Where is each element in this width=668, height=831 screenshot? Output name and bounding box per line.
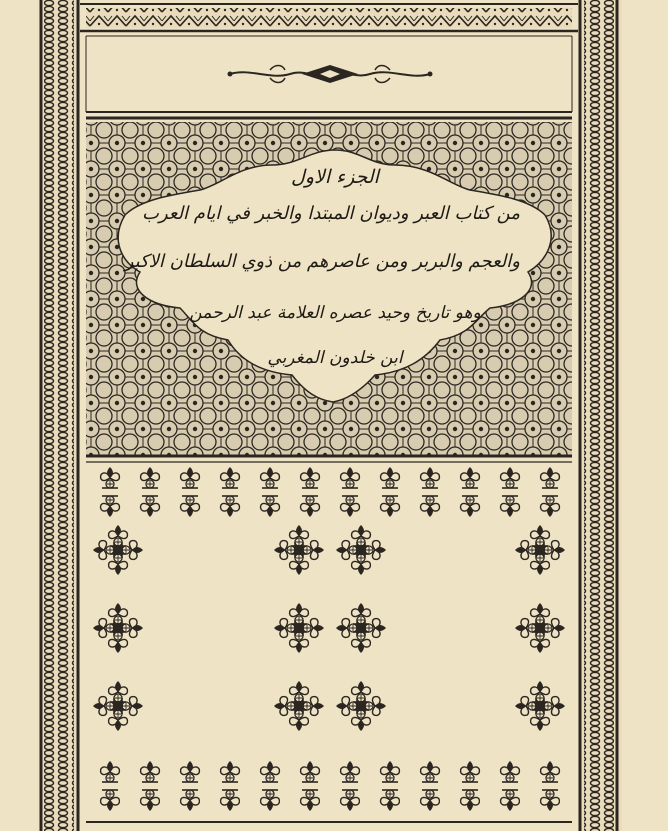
volume-heading: الجزء الاول <box>291 166 379 188</box>
author-line: ابن خلدون المغربي <box>267 348 403 368</box>
title-line-2: والعجم والبربر ومن عاصرهم من ذوي السلطان الاكبر <box>124 251 520 272</box>
title-line-1: من كتاب العبر وديوان المبتدا والخبر في ايام العرب <box>142 203 520 224</box>
title-line-3: وهو تاريخ وحيد عصره العلامة عبد الرحمن <box>189 303 481 323</box>
